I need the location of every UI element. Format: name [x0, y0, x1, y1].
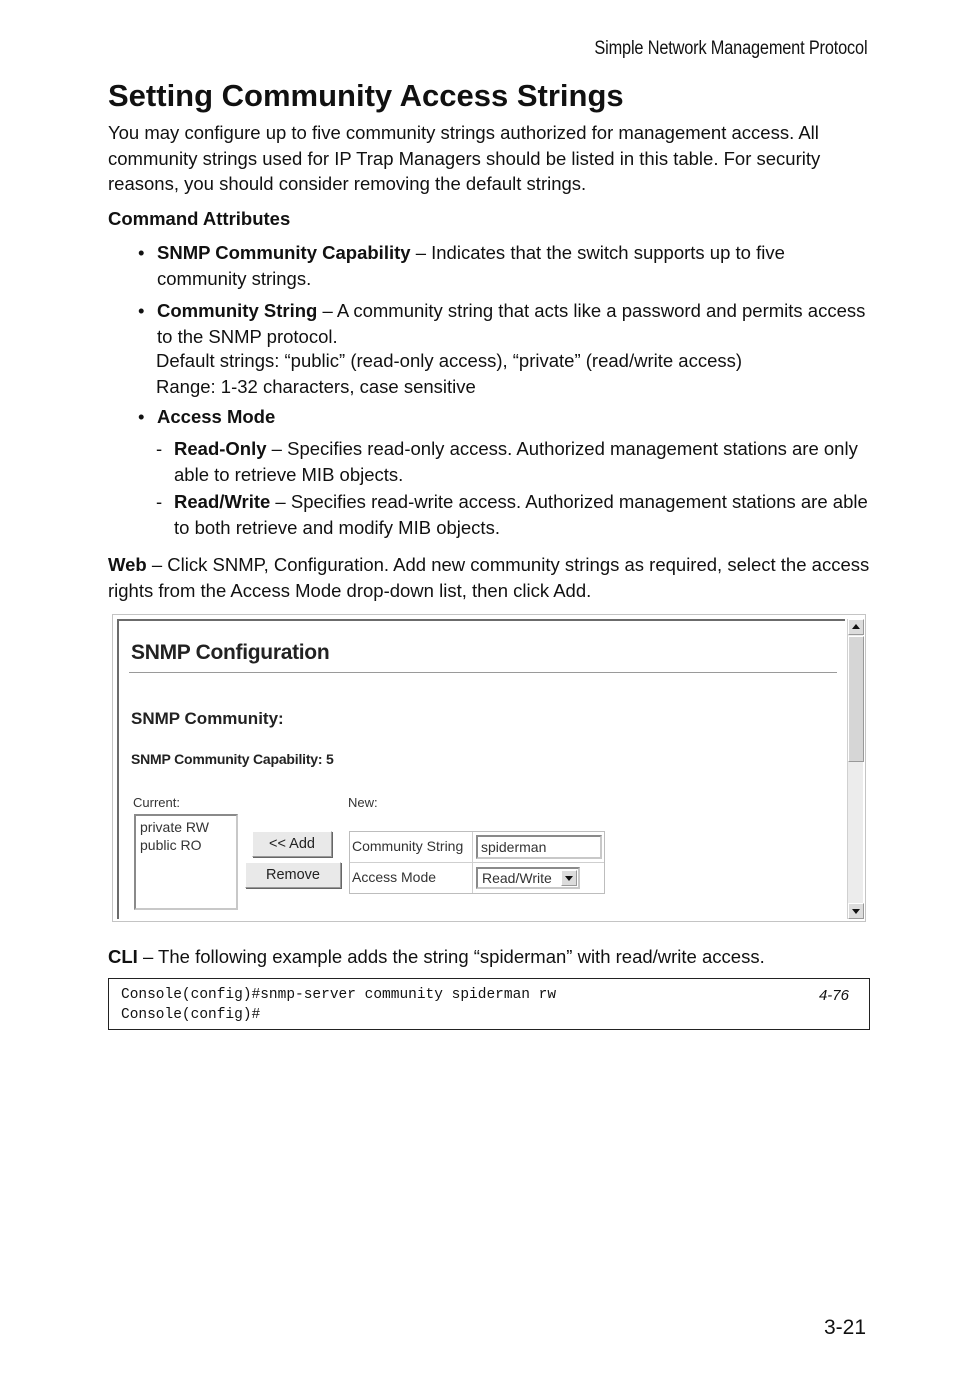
dash-marker: - — [156, 491, 163, 512]
access-mode-label: Access Mode — [352, 869, 437, 885]
screenshot-content — [117, 619, 845, 919]
code-line: Console(config)# — [121, 1006, 261, 1023]
bullet-community-string — [138, 298, 878, 349]
snmp-configuration-screenshot — [112, 614, 866, 922]
cli-paragraph — [108, 944, 878, 970]
command-attributes-heading: Command Attributes — [108, 208, 291, 229]
intro-paragraph: You may configure up to five community strings authorized for management access. All community strings used for IP Trap Managers should be listed in this table. For security reasons, you should consider removing the default strings. — [108, 122, 821, 194]
mode-desc: – Specifies read-write access. Authorized management stations are able to both retrieve and modify MIB objects. — [174, 491, 868, 538]
scrollbar-thumb[interactable] — [848, 636, 864, 762]
code-line: Console(config)#snmp-server community spiderman rw — [121, 987, 557, 1003]
bullet-community-capability — [138, 240, 878, 291]
command-reference: 4-76 — [818, 987, 849, 1004]
list-item[interactable]: private RW — [140, 819, 209, 835]
new-label: New: — [348, 795, 378, 810]
bullet-term: SNMP Community Capability — [157, 242, 411, 263]
page-number: 3-21 — [823, 1316, 866, 1339]
table-divider — [350, 862, 604, 863]
bullet-marker: • — [138, 300, 145, 321]
cli-code-block — [108, 978, 870, 1030]
new-community-form — [349, 831, 605, 894]
bullet-marker: • — [138, 406, 145, 427]
mode-read-only — [156, 436, 876, 487]
snmp-community-heading: SNMP Community: — [131, 709, 284, 728]
add-button[interactable]: << Add — [252, 831, 332, 857]
web-paragraph — [108, 552, 878, 603]
chevron-down-icon[interactable] — [561, 870, 577, 886]
community-string-label: Community String — [352, 838, 464, 854]
current-communities-listbox[interactable] — [134, 814, 238, 910]
dash-marker: - — [156, 438, 163, 459]
bullet-term: Community String — [157, 300, 318, 321]
screenshot-title: SNMP Configuration — [131, 641, 330, 664]
mode-term: Read-Only — [174, 438, 267, 459]
access-mode-select[interactable] — [476, 867, 580, 889]
cli-text: – The following example adds the string “spiderman” with read/write access. — [137, 946, 765, 967]
mode-desc: – Specifies read-only access. Authorized management stations are only able to retrieve MIB objects. — [174, 438, 858, 485]
running-header: Simple Network Management Protocol — [594, 38, 867, 59]
current-label: Current: — [133, 795, 180, 810]
title-divider — [129, 672, 837, 673]
bullet-access-mode — [138, 404, 878, 430]
bullet-marker: • — [138, 242, 145, 263]
remove-button[interactable]: Remove — [245, 862, 341, 888]
range-note: Range: 1-32 characters, case sensitive — [156, 376, 476, 397]
community-string-input[interactable]: spiderman — [476, 835, 602, 859]
bullet-term: Access Mode — [157, 406, 276, 427]
mode-read-write — [156, 489, 876, 540]
community-capability-text: SNMP Community Capability: 5 — [131, 751, 334, 767]
bullet-desc: – A community string that acts like a password and permits access to the SNMP protocol. — [157, 300, 866, 347]
web-label: Web — [108, 554, 147, 575]
scroll-up-icon[interactable] — [848, 619, 864, 635]
vertical-scrollbar[interactable] — [847, 619, 863, 919]
scroll-down-icon[interactable] — [848, 903, 864, 919]
cli-label: CLI — [108, 946, 138, 967]
web-text: – Click SNMP, Configuration. Add new community strings as required, select the access rights from the Access Mode drop-down list, then click Add. — [108, 554, 870, 601]
bullet-desc: – Indicates that the switch supports up to five community strings. — [157, 242, 785, 289]
access-mode-value: Read/Write — [482, 870, 552, 886]
section-title: Setting Community Access Strings — [108, 78, 624, 113]
default-strings-note: Default strings: “public” (read-only access), “private” (read/write access) — [156, 350, 743, 371]
mode-term: Read/Write — [174, 491, 271, 512]
list-item[interactable]: public RO — [140, 837, 202, 853]
